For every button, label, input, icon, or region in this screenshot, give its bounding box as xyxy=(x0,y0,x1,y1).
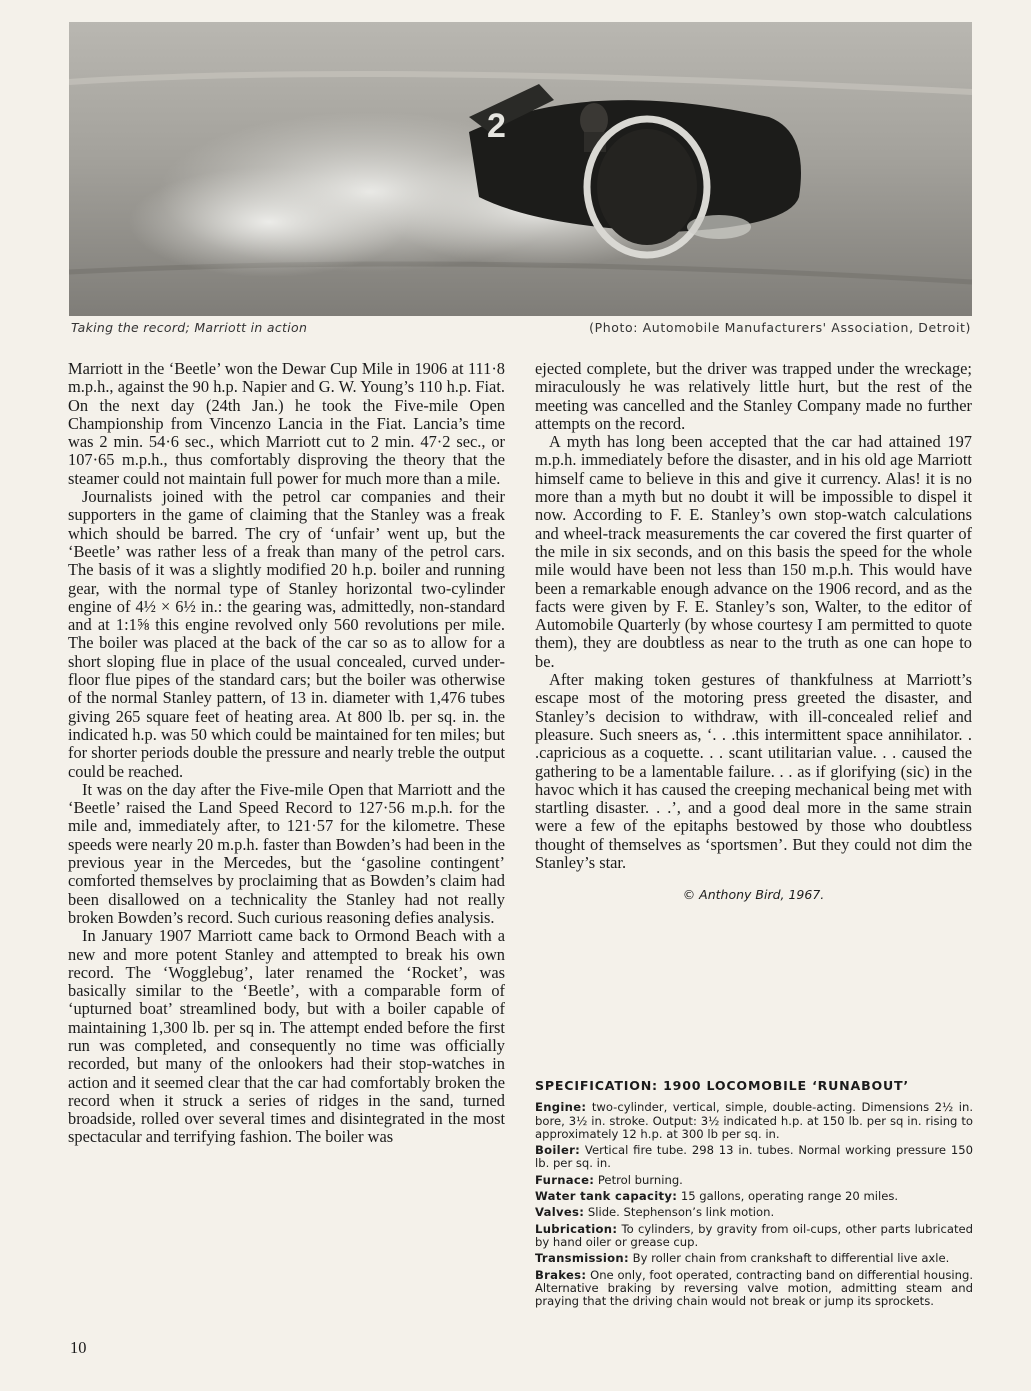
paragraph: Marriott in the ‘Beetle’ won the Dewar Cup Mile in 1906 at 111·8 m.p.h., against the 90 h.p. Napier and G. W. Young’s 110 h.p. Fiat. On the next day (24th Jan.) he took the Five-mile Open Championship from Vincenzo Lancia in the Fiat. Lancia’s time was 2 min. 54·6 sec., which Marriott cut to 2 min. 47·2 sec., or 107·65 m.p.h., thus comfortably disproving the theory that the steamer could not maintain full power for much more than a mile. xyxy=(68,359,505,488)
specification-title: SPECIFICATION: 1900 LOCOMOBILE ‘RUNABOUT’ xyxy=(535,1078,909,1093)
spec-item xyxy=(535,1206,973,1219)
paragraph: In January 1907 Marriott came back to Ormond Beach with a new and more potent Stanley and attempted to break his own record. The ‘Wogglebug’, later renamed the ‘Rocket’, was basically similar to the ‘Beetle’, with a comparable form of ‘upturned boat’ streamlined body, but with a boiler capable of maintaining 1,300 lb. per sq in. The attempt ended before the first run was completed, and consequently no time was officially recorded, but many of the onlookers had their stop-watches in action and it seemed clear that the car had comfortably broken the record when it struck a series of ridges in the sand, turned broadside, rolled over several times and disintegrated in the most spectacular and terrifying fashion. The boiler was xyxy=(68,926,505,1147)
spec-item xyxy=(535,1252,973,1265)
spec-value: One only, foot operated, contracting band on differential housing. Alternative braking by reversing valve motion, admitting steam and praying that the driving chain would not break or jump its sprockets. xyxy=(535,1267,973,1309)
spec-value: To cylinders, by gravity from oil-cups, other parts lubricated by hand oiler or grease cup. xyxy=(535,1221,974,1249)
author-credit: © Anthony Bird, 1967. xyxy=(682,887,825,903)
paragraph: Journalists joined with the petrol car companies and their supporters in the game of claiming that the Stanley was a freak which should be barred. The cry of ‘unfair’ went up, but the ‘Beetle’ was rather less of a freak than many of the petrol cars. The basis of it was a slightly modified 20 h.p. boiler and running gear, with the normal type of Stanley horizontal two-cylinder engine of 4½ × 6½ in.: the gearing was, admittedly, non-standard and at 1:1⅝ this engine revolved only 560 revolutions per mile. The boiler was placed at the back of the car so as to allow for a short sloping flue in place of the usual concealed, curved under-floor flue pipes of the standard cars; but the boiler was otherwise of the normal Stanley pattern, of 13 in. diameter with 1,476 tubes giving 265 square feet of heating area. At 800 lb. per sq. in. the indicated h.p. was 50 which could be maintained for ten miles; but for shorter periods double the pressure and nearly treble the output could be reached. xyxy=(68,487,505,781)
photo-credit: (Photo: Automobile Manufacturers' Association, Detroit) xyxy=(589,320,971,335)
spec-key: Brakes: xyxy=(535,1267,587,1282)
spec-item xyxy=(535,1101,973,1141)
left-column xyxy=(68,360,505,1147)
spec-value: Vertical fire tube. 298 13 in. tubes. Normal working pressure 150 lb. per sq. in. xyxy=(535,1143,974,1171)
specification-box xyxy=(535,1079,973,1311)
paragraph: ejected complete, but the driver was trapped under the wreckage; miraculously he was relatively little hurt, but the rest of the meeting was cancelled and the Stanley Company made no further attempts on the record. xyxy=(535,359,972,433)
spec-value: Petrol burning. xyxy=(597,1172,683,1187)
spec-key: Boiler: xyxy=(535,1143,581,1158)
spec-key: Furnace: xyxy=(535,1172,595,1187)
spec-value: two-cylinder, vertical, simple, double-acting. Dimensions 2½ in. bore, 3½ in. stroke. Output: 3½ indicated h.p. at 150 lb. per sq in. rising to approximately 12 h.p. at 300 lb per sq. in. xyxy=(535,1100,973,1141)
spec-key: Lubrication: xyxy=(535,1221,618,1236)
spec-key: Transmission: xyxy=(535,1251,629,1266)
spec-value: By roller chain from crankshaft to differential live axle. xyxy=(632,1251,950,1266)
photo-caption: Taking the record; Marriott in action xyxy=(71,320,308,335)
spec-item xyxy=(535,1190,973,1203)
paragraph: It was on the day after the Five-mile Open that Marriott and the ‘Beetle’ raised the Land Speed Record to 127·56 m.p.h. for the mile and, immediately after, to 121·57 for the kilometre. These speeds were nearly 20 m.p.h. faster than Bowden’s had been in the previous year in the Mercedes, but the ‘gasoline contingent’ comforted themselves by proclaiming that as Bowden’s claim had been disallowed on a technicality the Stanley had not really broken Bowden’s record. Such curious reasoning defies analysis. xyxy=(68,779,505,927)
spec-item xyxy=(535,1174,973,1187)
photo xyxy=(69,22,972,316)
paragraph: A myth has long been accepted that the car had attained 197 m.p.h. immediately before the disaster, and in his old age Marriott himself came to believe in this and give it currency. Alas! it is no more than a myth but no doubt it will be impossible to dispel it now. According to F. E. Stanley’s own stop-watch calculations and wheel-track measurements the car covered the first quarter of the mile in six seconds, and on this basis the speed for the whole mile would have been not less than 150 m.p.h. This would have been a remarkable enough advance on the 1906 record, and as the facts were given by F. E. Stanley’s son, Walter, to the editor of Automobile Quarterly (by whose courtesy I am permitted to quote them), they are doubtless as near to the truth as one can hope to be. xyxy=(535,432,972,671)
paragraph: After making token gestures of thankfulness at Marriott’s escape most of the motoring press greeted the disaster, and Stanley’s decision to withdraw, with ill-concealed relief and pleasure. Such sneers as, ‘. . .this intermittent space annihilator. . .capricious as a coquette. . . scant utilitarian value. . . caused the gathering to be a lamentable failure. . . as if glorifying (sic) in the havoc which it has caused the creeping mechanical being met with startling disaster. . .’, and a good deal more in the same strain were a few of the epitaphs bestowed by those who doubtless thought of themselves as ‘sportsmen’. But they could not dim the Stanley’s star. xyxy=(535,670,972,873)
right-column xyxy=(535,360,972,905)
spec-item xyxy=(535,1269,973,1309)
spec-value: Slide. Stephenson’s link motion. xyxy=(587,1205,775,1220)
car-number: 2 xyxy=(487,107,506,145)
spec-item xyxy=(535,1144,973,1171)
spec-item xyxy=(535,1223,973,1250)
page-number: 10 xyxy=(70,1338,87,1357)
racing-car-photo xyxy=(69,22,972,316)
spec-key: Valves: xyxy=(535,1205,585,1220)
spec-value: 15 gallons, operating range 20 miles. xyxy=(680,1189,899,1204)
spec-key: Water tank capacity: xyxy=(535,1189,678,1204)
spec-key: Engine: xyxy=(535,1100,587,1115)
